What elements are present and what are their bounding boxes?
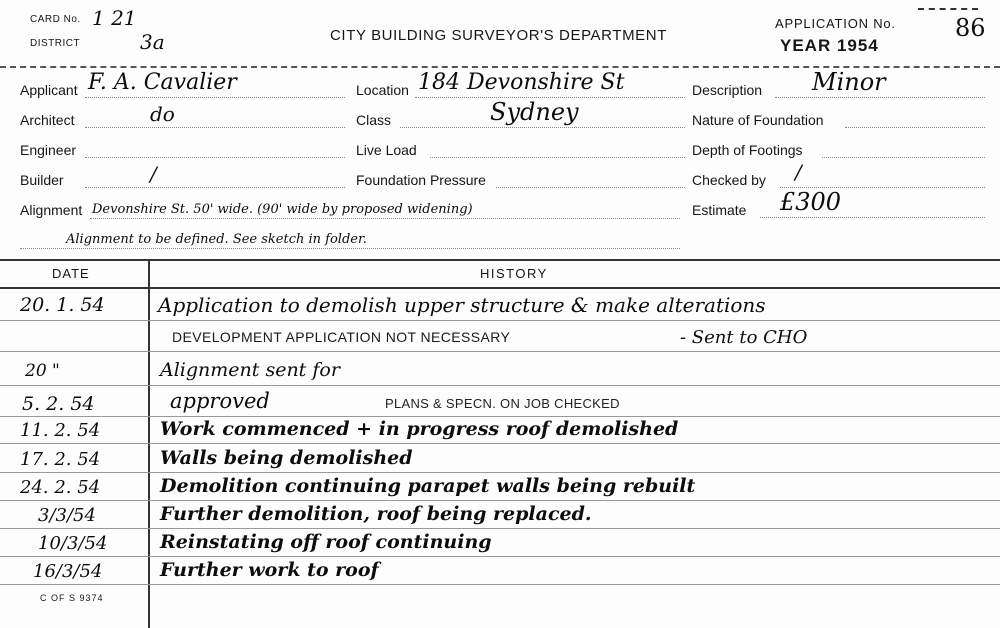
alignment-note: Alignment to be defined. See sketch in folder. bbox=[66, 232, 367, 247]
row-entry: Reinstating off roof continuing bbox=[160, 531, 492, 553]
row-entry: Work commenced + in progress roof demolished bbox=[160, 418, 679, 440]
estimate-line bbox=[760, 217, 985, 218]
class-line bbox=[400, 127, 685, 128]
checked-by-value: / bbox=[795, 160, 802, 184]
row-line bbox=[0, 584, 1000, 585]
date-header: DATE bbox=[52, 266, 90, 281]
row-note: - Sent to CHO bbox=[680, 327, 808, 348]
row-line bbox=[0, 416, 1000, 417]
engineer-label: Engineer bbox=[20, 142, 77, 158]
application-no-label: APPLICATION No. bbox=[775, 16, 896, 31]
plans-checked-stamp: PLANS & SPECN. ON JOB CHECKED bbox=[385, 396, 620, 411]
district-label: DISTRICT bbox=[30, 38, 81, 49]
estimate-label: Estimate bbox=[692, 202, 747, 218]
row-line bbox=[0, 443, 1000, 444]
row-entry: approved bbox=[170, 389, 270, 413]
live-load-line bbox=[430, 157, 685, 158]
location-label: Location bbox=[356, 82, 409, 98]
applicant-label: Applicant bbox=[20, 82, 78, 98]
row-date: 3/3/54 bbox=[38, 505, 96, 526]
row-line bbox=[0, 500, 1000, 501]
class-value: Sydney bbox=[490, 98, 579, 126]
row-date: 17. 2. 54 bbox=[20, 449, 101, 470]
depth-of-footings-label: Depth of Footings bbox=[692, 142, 803, 158]
row-date: 20. 1. 54 bbox=[20, 294, 105, 316]
form-code: C OF S 9374 bbox=[40, 593, 104, 603]
row-line bbox=[0, 472, 1000, 473]
row-date: 20 " bbox=[25, 361, 60, 381]
history-header: HISTORY bbox=[480, 266, 548, 281]
district-value: 3a bbox=[140, 30, 165, 54]
row-line bbox=[0, 528, 1000, 529]
class-label: Class bbox=[356, 112, 392, 128]
builder-value: / bbox=[150, 162, 157, 186]
nature-line bbox=[845, 127, 985, 128]
table-header-border bbox=[0, 287, 1000, 289]
architect-value: do bbox=[150, 102, 175, 126]
table-top-border bbox=[0, 259, 1000, 261]
row-line bbox=[0, 385, 1000, 386]
estimate-value: £300 bbox=[780, 188, 842, 216]
row-date: 16/3/54 bbox=[33, 561, 103, 582]
foundation-pressure-label: Foundation Pressure bbox=[356, 172, 486, 188]
applicant-line bbox=[85, 97, 345, 98]
architect-label: Architect bbox=[20, 112, 75, 128]
card-no-label: CARD No. bbox=[30, 14, 81, 25]
alignment-line bbox=[90, 218, 680, 219]
row-date: 10/3/54 bbox=[38, 533, 108, 554]
row-entry: Further demolition, roof being replaced. bbox=[160, 503, 592, 525]
row-line bbox=[0, 351, 1000, 352]
architect-line bbox=[85, 127, 345, 128]
application-no-value: 86 bbox=[955, 14, 986, 42]
description-value: Minor bbox=[812, 68, 886, 96]
row-line bbox=[0, 320, 1000, 321]
engineer-line bbox=[85, 157, 345, 158]
live-load-label: Live Load bbox=[356, 142, 417, 158]
foundation-pressure-line bbox=[496, 187, 685, 188]
card-no-value: 1 21 bbox=[92, 6, 137, 30]
alignment-label: Alignment bbox=[20, 202, 83, 218]
row-date: 11. 2. 54 bbox=[20, 420, 101, 441]
development-stamp: DEVELOPMENT APPLICATION NOT NECESSARY bbox=[172, 329, 511, 345]
location-value: 184 Devonshire St bbox=[418, 70, 625, 95]
applicant-value: F. A. Cavalier bbox=[88, 70, 237, 95]
alignment-note-line bbox=[20, 248, 680, 249]
year-label: YEAR 1954 bbox=[780, 36, 879, 55]
row-entry: Further work to roof bbox=[160, 559, 379, 581]
header-rule bbox=[918, 8, 978, 10]
builder-label: Builder bbox=[20, 172, 64, 188]
builder-line bbox=[85, 187, 345, 188]
alignment-value: Devonshire St. 50' wide. (90' wide by proposed widening) bbox=[92, 202, 473, 217]
department-title: CITY BUILDING SURVEYOR'S DEPARTMENT bbox=[330, 27, 667, 44]
row-date: 5. 2. 54 bbox=[22, 393, 95, 415]
row-entry: Alignment sent for bbox=[160, 359, 340, 381]
nature-of-foundation-label: Nature of Foundation bbox=[692, 112, 824, 128]
checked-by-label: Checked by bbox=[692, 172, 766, 188]
row-date: 24. 2. 54 bbox=[20, 477, 101, 498]
row-entry: Demolition continuing parapet walls being rebuilt bbox=[160, 475, 696, 497]
row-entry: Application to demolish upper structure & make alterations bbox=[158, 293, 766, 317]
description-label: Description bbox=[692, 82, 763, 98]
depth-line bbox=[822, 157, 985, 158]
row-line bbox=[0, 556, 1000, 557]
row-entry: Walls being demolished bbox=[160, 447, 413, 469]
description-line bbox=[775, 97, 985, 98]
